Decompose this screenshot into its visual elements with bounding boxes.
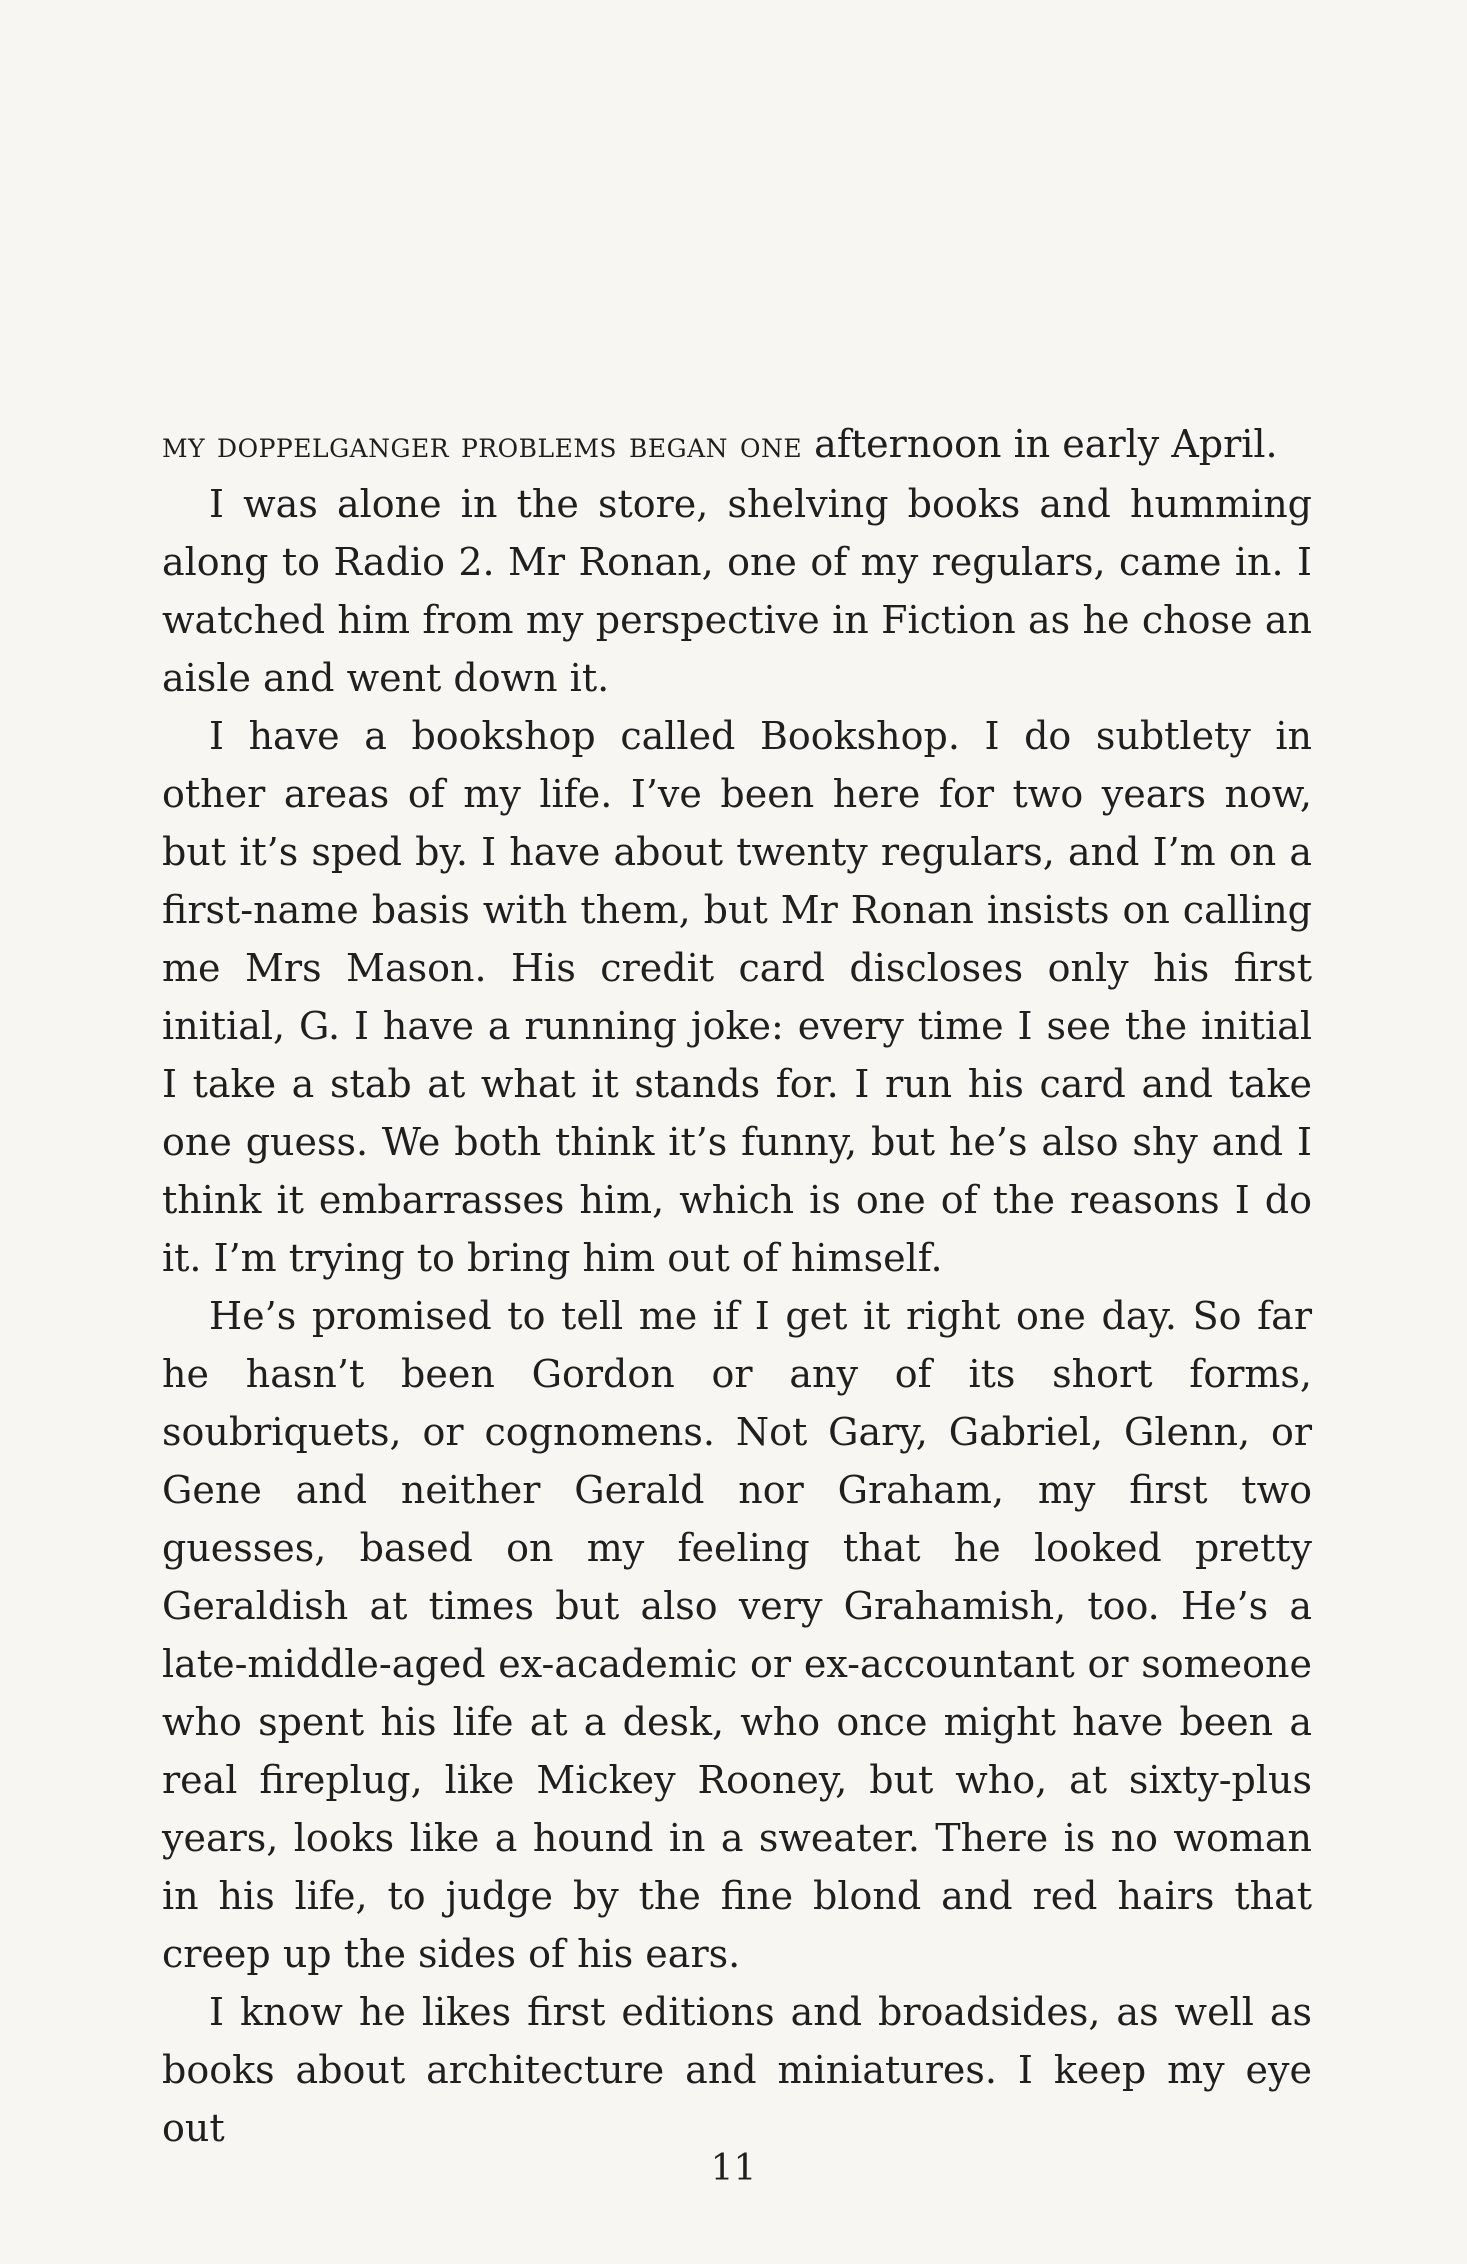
paragraph-1-text: afternoon in early April. <box>802 422 1278 466</box>
page-number: 11 <box>710 2148 757 2189</box>
paragraph-5: I know he likes first editions and broadsides, as well as books about architecture and miniatures. I keep my eye out <box>162 1990 1312 2150</box>
opening-smallcaps: my doppelganger problems began one <box>162 425 803 466</box>
paragraph-1 <box>162 415 1312 475</box>
body-text <box>162 415 1312 2157</box>
paragraph-3: I have a bookshop called Bookshop. I do subtlety in other areas of my life. I’ve been here for two years now, but it’s sped by. I have about twenty regulars, and I’m on a first-name basis with them, but Mr Ronan insists on calling me Mrs Mason. His credit card discloses only his first initial, G. I have a running joke: every time I see the initial I take a stab at what it stands for. I run his card and take one guess. We both think it’s funny, but he’s also shy and I think it embarrasses him, which is one of the reasons I do it. I’m trying to bring him out of himself. <box>162 714 1312 1280</box>
paragraph-4: He’s promised to tell me if I get it right one day. So far he hasn’t been Gordon or any of its short forms, soubriquets, or cognomens. Not Gary, Gabriel, Glenn, or Gene and neither Gerald nor Graham, my first two guesses, based on my feeling that he looked pretty Geraldish at times but also very Grahamish, too. He’s a late-middle-aged ex-academic or ex-accountant or someone who spent his life at a desk, who once might have been a real fireplug, like Mickey Rooney, but who, at sixty-plus years, looks like a hound in a sweater. There is no woman in his life, to judge by the fine blond and red hairs that creep up the sides of his ears. <box>162 1294 1312 1976</box>
paragraph-2: I was alone in the store, shelving books and humming along to Radio 2. Mr Ronan, one of my regulars, came in. I watched him from my perspective in Fiction as he chose an aisle and went down it. <box>162 482 1312 700</box>
